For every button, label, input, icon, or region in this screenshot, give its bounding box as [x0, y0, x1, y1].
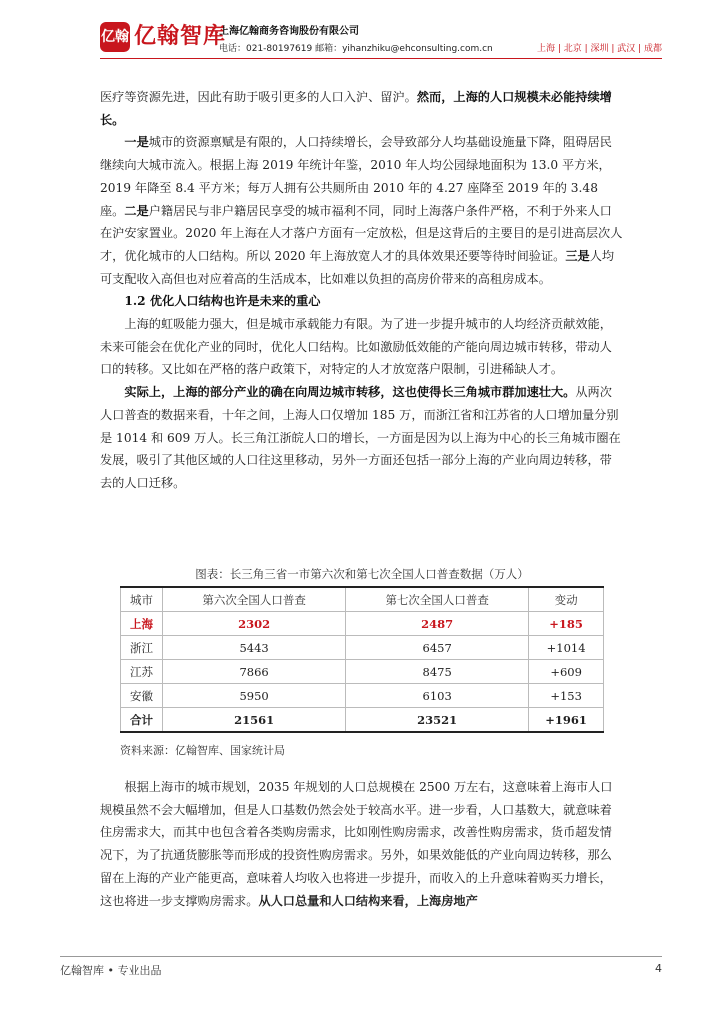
table-cell: +185 — [529, 612, 604, 636]
table-row — [121, 660, 604, 684]
paragraph-5: 根据上海市的城市规划，2035 年规划的人口总规模在 2500 万左右，这意味着上海市人口规模虽然不会大幅增加，但是人口基数仍然会处于较高水平。进一步看，人口基数大，就意味着住房需求大，而其中也包含着各类购房需求，比如刚性购房需求，改善性购房需求，货币超发情况下，为了抗通货膨胀等而形成的投资性购房需求。另外，如果效能低的产业向周边转移，那么留在上海的产业产能更高，意味着人均收入也将进一步提升，而收入的上升意味着购买力增长，这也将进一步支撑购房需求。从人口总量和人口结构来看，上海房地产 — [100, 780, 613, 908]
table-cell: 合计 — [121, 708, 163, 733]
table-row — [121, 636, 604, 660]
paragraph-3: 上海的虹吸能力强大，但是城市承载能力有限。为了进一步提升城市的人均经济贡献效能，未来可能会在优化产业的同时，优化人口结构。比如激励低效能的产能向周边城市转移，带动人口的转移。又比如在严格的落户政策下，对特定的人才放宽落户限制，引进稀缺人才。 — [100, 317, 612, 377]
section-heading: 1.2 优化人口结构也许是未来的重心 — [124, 294, 321, 309]
table-source: 资料来源：亿翰智库、国家统计局 — [120, 744, 285, 757]
table-cell: 上海 — [121, 612, 163, 636]
paragraph-4: 实际上，上海的部分产业的确在向周边城市转移，这也使得长三角城市群加速壮大。从两次人口普查的数据来看，十年之间，上海人口仅增加 185 万，而浙江省和江苏省的人口增加量分别是 1014 和 609 万人。长三角江浙皖人口的增长，一方面是因为以上海为中心的长三角城市圈在发展，吸引了其他区域的人口往这里移动，另外一方面还包括一部分上海的产业向周边转移，带去的人口迁移。 — [100, 385, 621, 490]
header-cell: 城市 — [121, 587, 163, 612]
page-number: 4 — [655, 962, 662, 975]
table-cell: +609 — [529, 660, 604, 684]
table-caption: 图表：长三角三省一市第六次和第七次全国人口普查数据（万人） — [195, 567, 529, 581]
table-cell: 浙江 — [121, 636, 163, 660]
table-cell: 江苏 — [121, 660, 163, 684]
table-cell: 6457 — [346, 636, 529, 660]
table-row — [121, 612, 604, 636]
table-cell: 21561 — [163, 708, 346, 733]
table-cell: +1961 — [529, 708, 604, 733]
table-cell: 6103 — [346, 684, 529, 708]
contact-info: 电话：021-80197619 邮箱：yihanzhiku@ehconsulting.com.cn — [219, 44, 493, 54]
page-header — [0, 0, 724, 64]
table-cell: +1014 — [529, 636, 604, 660]
logo-text: 亿翰智库 — [134, 24, 227, 49]
population-table — [120, 586, 604, 733]
table-cell: 安徽 — [121, 684, 163, 708]
section-1-body — [100, 86, 624, 495]
table-cell: +153 — [529, 684, 604, 708]
header-cell: 变动 — [529, 587, 604, 612]
table-cell: 23521 — [346, 708, 529, 733]
table-cell: 5950 — [163, 684, 346, 708]
table-header-row — [121, 587, 604, 612]
office-locations: 上海 | 北京 | 深圳 | 武汉 | 成都 — [536, 44, 662, 54]
table-cell: 8475 — [346, 660, 529, 684]
table-total-row — [121, 708, 604, 733]
logo-icon: 亿翰 — [100, 22, 130, 52]
header-divider — [100, 58, 662, 59]
table-row — [121, 684, 604, 708]
paragraph-1: 医疗等资源先进，因此有助于吸引更多的人口入沪、留沪。然而，上海的人口规模未必能持续增长。 — [100, 90, 612, 127]
table-cell: 7866 — [163, 660, 346, 684]
footer-brand: 亿翰智库 • 专业出品 — [60, 964, 162, 977]
section-2-body — [100, 776, 624, 912]
paragraph-2: 一是城市的资源禀赋是有限的，人口持续增长，会导致部分人均基础设施量下降，阻碍居民继续向大城市流入。根据上海 2019 年统计年鉴，2010 年人均公园绿地面积为 13.0 平方米，2019 年降至 8.4 平方米；每万人拥有公共厕所由 2010 年的 4.27 座降至 2019 年的 3.48 座。二是户籍居民与非户籍居民享受的城市福利不同，同时上海落户条件严格，不利于外来人口在沪安家置业。2020 年上海在人才落户方面有一定放松，但是这背后的主要目的是引进高层次人才，优化城市的人口结构。所以 2020 年上海放宽人才的具体效果还要等待时间验证。三是人均可支配收入高但也对应着高的生活成本，比如难以负担的高房价带来的高租房成本。 — [100, 135, 623, 286]
table-cell: 2302 — [163, 612, 346, 636]
table-cell: 2487 — [346, 612, 529, 636]
table-cell: 5443 — [163, 636, 346, 660]
footer-divider — [60, 956, 662, 957]
header-cell: 第七次全国人口普查 — [346, 587, 529, 612]
company-name: 上海亿翰商务咨询股份有限公司 — [219, 26, 359, 37]
header-cell: 第六次全国人口普查 — [163, 587, 346, 612]
